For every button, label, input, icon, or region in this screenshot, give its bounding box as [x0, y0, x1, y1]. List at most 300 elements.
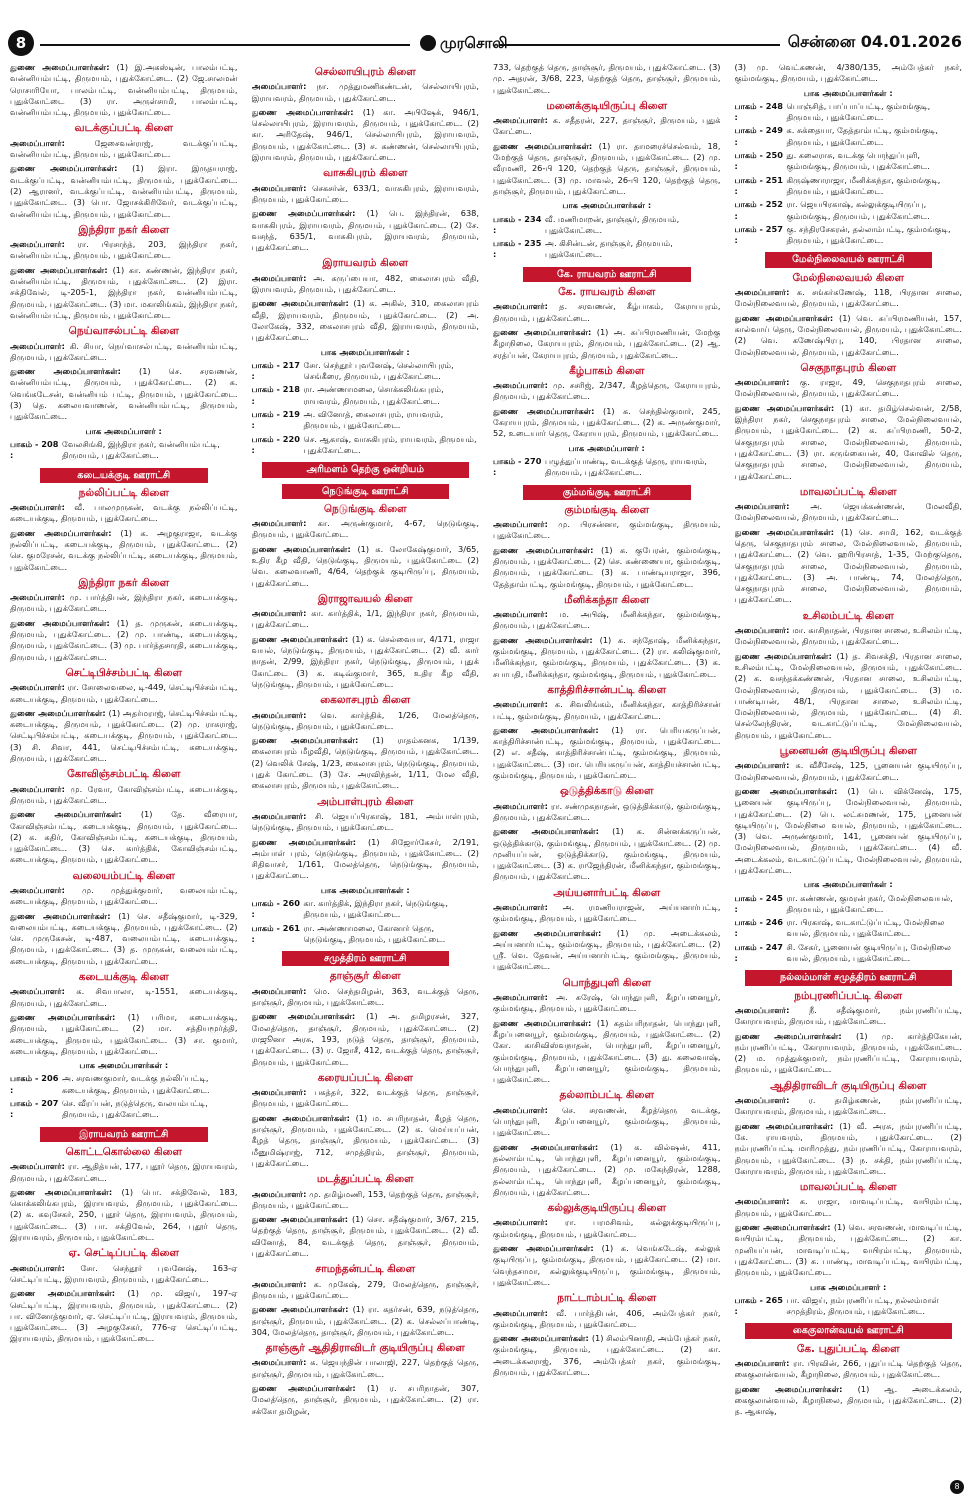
role-label: துணை அமைப்பாளர்கள்:	[493, 326, 597, 337]
member-entry	[493, 1217, 721, 1240]
role-label: துணை அமைப்பாளர்கள்:	[493, 1333, 592, 1344]
role-label: துணை அமைப்பாளர்கள்:	[734, 1030, 856, 1041]
role-label: அமைப்பாளர்:	[734, 1004, 810, 1015]
member-details: கா. கார்த்திக், 1/1, இந்திரா நகர், திருமயம், புதுக்கோட்டை.	[251, 608, 479, 630]
header-rule-left	[40, 44, 410, 46]
member-entry	[252, 544, 480, 589]
role-label: அமைப்பாளர்:	[251, 810, 315, 821]
ward-number: பாகம் - 247 :	[734, 941, 783, 964]
member-details: சோ. செந்தூர் புவனேஷ், 163-ஏ செட்டிப்பட்டி, இராயவரம், திருமயம், புதுக்கோட்டை.	[10, 1262, 238, 1284]
member-entry	[252, 837, 480, 882]
panchayat-banner: இராயவரம் ஊராட்சி	[40, 1127, 208, 1142]
member-entry	[10, 239, 238, 262]
member-details: அ. ஜெயக்கண்ணன், மேலவீதி, மேல்நிலைவயல், திருமயம், புதுக்கோட்டை.	[734, 501, 962, 523]
member-entry	[252, 1214, 480, 1259]
member-details: செகசர்ன், 633/1, வாசுகிபுரம், இராயவரம், திருமயம், புதுக்கோட்டை.	[251, 182, 479, 204]
member-entry	[493, 1018, 721, 1086]
member-entry	[10, 708, 238, 764]
member-details: (1) க. லோகேஷ்குமார், 3/65, உதிர கீழ வீதி, நெடுங்குடி, திருமயம், புதுக்கோட்டை (2) வெ. கலைவாணி, 4/64, தெற்குக் குடியிருப்பு, திருமயம், புதுக்கோட்டை.	[251, 543, 479, 588]
member-details: (1) க. குபேரன், கும்மங்குடி, திருமயம், புதுக்கோட்டை. (2) செ. கண்ணையா, கும்மங்குடி, திருமயம், புதுக்கோட்டை (3) க. பாண்டியராஜா, 396, தேத்தாம்பட்டி, கும்மங்குடி, திருமயம், புதுக்கோட்டை.	[493, 544, 721, 589]
member-details: ரா. பிரவின், 266, புதுப்பட்டி தெற்குத் தெரு, கைகுலான்வயல், கீழாநிலை, திருமயம், புதுக்கோட்டை.	[734, 1357, 962, 1380]
member-details: க. சதீதரன், 227, தாஞ்சூர், திருமயம், புதுக் கோட்டை.	[493, 115, 721, 137]
member-details: த. சரவணன், கீழ்பாகம், கேராயபுரம், திருமயம், புதுக்கோட்டை.	[493, 301, 721, 323]
column-2	[252, 62, 480, 1482]
ward-person: அ. வினோத், கைலாசபுரம், ராயவரம், திருமயம், புதுக்கோட்டை.	[303, 409, 444, 431]
member-details: க. ராஜா, மாவடிப்பட்டி, வயிரம்பட்டி, திருமயம், புதுக்கோட்டை.	[734, 1196, 962, 1218]
member-entry	[493, 928, 721, 973]
member-details: செ. சரவணன், கீழத்தெரு வடக்கு, பொந்துபுளி, கீழப்பனையூர், கும்மங்குடி, திருமயம், புதுக்கோட்டை.	[493, 1104, 721, 1138]
member-entry	[493, 902, 721, 925]
branch-heading: மீனிக்கந்தா கிளை	[564, 593, 650, 606]
role-label: துணை அமைப்பாளர்கள்:	[493, 1017, 597, 1028]
role-label: துணை அமைப்பாளர்கள்:	[10, 1186, 122, 1197]
ward-person: கிருஷ்ணாராஜா, மீனிக்கந்தா, கும்மங்குடி, திருமயம், புதுக்கோட்டை.	[786, 174, 941, 196]
page-number-badge: 8	[8, 30, 34, 56]
member-details: ஜேசைவன்ராஜ், வடக்குப்பட்டி, வன்னியம்பட்டி, திருமயம், புதுக்கோட்டை.	[10, 137, 238, 160]
branch-heading: தல்லாம்பட்டி கிளை	[559, 1089, 654, 1102]
member-entry	[10, 1187, 238, 1243]
branch-heading: வலையம்பட்டி கிளை	[72, 869, 175, 882]
ward-entry	[493, 238, 721, 261]
member-entry	[252, 1011, 480, 1067]
member-details: (1) செ. சாமி, 162, வடக்குத் தெரு, செகுநாதபுரம் சாலை, மேல்நிலைவயல், திருமயம், புதுக்கோட்டை. (2) வெ. ஹரிபிரசாத், 1-35, மேற்குதெரு, செகுநாதபுரம் சாலை, மேல்நிலைவயல், திருமயம், புதுக்கோட்டை. (3) அ. பாண்டி, 74, மேலத்தெரு, செகுநாதபுரம் சாலை, மேல்நிலைவயல், திருமயம், புதுக்கோட்டை.	[734, 526, 962, 605]
member-details: கா. அருண்குமார், 4-67, நெடுங்குடி, திருமயம், புதுக்கோட்டை.	[251, 518, 479, 540]
ward-entry	[493, 214, 721, 237]
member-details: ரா. சோலைவலை, டி-449, செட்டிபிச்சம்பட்டி, கடையக்குடி, திருமயம், புதுக்கோட்டை.	[10, 682, 238, 704]
ward-number: பாகம் - 270 :	[493, 455, 542, 478]
role-label: அமைப்பாளர்:	[10, 885, 83, 895]
panchayat-banner: நெடுங்குடி ஊராட்சி	[282, 484, 450, 499]
role-label: அமைப்பாளர்:	[251, 1278, 314, 1289]
member-entry	[735, 501, 963, 524]
member-entry	[493, 801, 721, 824]
member-entry	[735, 1222, 963, 1278]
role-label: துணை அமைப்பாளர்கள்:	[734, 785, 848, 796]
member-details: (1) க. செந்தில்குமார், 245, கேராயபுரம், திருமயம், புதுக்கோட்டை. (2) க. அருண்குமார், 52, உடையார் தெரு, கேராயபுரம், திருமயம், புதுக்கோட்டை.	[493, 405, 721, 439]
member-entry	[252, 986, 480, 1009]
member-details: பகத்தர், 322, வடக்குத் தெரு, தாஞ்சூர், திருமயம், புதுக்கோட்டை.	[251, 1087, 479, 1109]
ward-number: பாகம் - 250 :	[734, 150, 783, 172]
ward-person: சி. சேகர், பூனையன் குடியிருப்பு, மேல்நிலை வயல், திருமயம், புதுக்கோட்டை.	[786, 941, 952, 964]
member-details: (1) அதர்மராஜ், செட்டிபிச்சம்பட்டி, கடையக்குடி, திருமயம், புதுக்கோட்டை. (2) மு. ராசுராஜ், செட்டிபிச்சம்பட்டி, கடையக்குடி, திருமயம், புதுக்கோட்டை. (3) சி. சிவா, 441, செட்டிபிச்சம்பட்டி, கடையக்குடி, திருமயம், புதுக்கோட்டை.	[10, 707, 238, 764]
role-label: துணை அமைப்பாளர்கள்:	[493, 405, 604, 416]
member-details: க. சிவலிங்கம், மீனிக்கந்தா, காத்திரிச்சான் பட்டி, கும்மங்குடி, திருமயம், புதுக்கோட்டை.	[493, 699, 721, 721]
role-label: துணை அமைப்பாளர்கள்:	[251, 836, 368, 847]
role-label: அமைப்பாளர்:	[10, 783, 71, 794]
member-entry	[252, 518, 480, 541]
member-details: (1) சிலம்பினாதி, அம்பேத்கர் நகர், கும்மங்குடி, திருமயம், புதுக்கோட்டை. (2) கா. அடைக்கலராஜ், 376, அம்பேத்கர் நகர், கும்மங்குடி, திருமயம், புதுக்கோட்டை.	[493, 1333, 721, 1377]
role-label: அமைப்பாளர்:	[734, 1196, 800, 1207]
member-details: மு. முத்துக்குமார், வலையம்பட்டி, கடையக்குடி, திருமயம், புதுக்கோட்டை.	[10, 885, 238, 907]
ward-number: பாகம் - 260 :	[251, 898, 300, 920]
member-details: (1) க. சந்தோஷ், மீனிக்கந்தா, கும்மங்குடி, திருமயம், புதுக்கோட்டை. (2) ரா. கலிஷ்குமார், மீனிக்கந்தா, கும்மங்குடி, திருமயம், புதுக்கோட்டை. (3) க. சபாபதி, மீனிக்கந்தா, கும்மங்குடி, திருமயம், புதுக்கோட்டை.	[493, 634, 721, 679]
section-subheading: பாக அமைப்பாளர் :	[810, 1281, 887, 1292]
ward-number: பாகம் - 246 :	[734, 917, 783, 939]
member-entry	[735, 287, 963, 310]
member-details: (1) க. வெங்கடேஷ், கல்லுக் குடியிருப்பு, கும்மங்குடி, திருமயம், புதுக்கோட்டை. (2) மா. வெந்தசாமா, கல்லுக்குடியிருப்பு, கும்மங்குடி, திருமயம், புதுக்கோட்டை.	[493, 1243, 721, 1287]
ward-entry	[493, 456, 721, 479]
role-label: துணை அமைப்பாளர்கள்:	[251, 1304, 353, 1315]
member-details: (1) த. சிவசக்தி, பிரதான சாலை, உசிலம்பட்டி, மேல்நிலைவயல், திருமயம், புதுக்கோட்டை. (2) க. வசந்தக்கண்ணன், பிரதான சாலை, உசிலம்பட்டி, மேல்நிலைவயல், திருமயம், புதுக்கோட்டை. (3) ம. பாண்டியன், 48/1, பிரதான சாலை, உசிலம்பட்டி, மேல்நிலைவயல், திருமயம், புதுக்கோட்டை. (4) சி. செல்லேந்திரன், வடகாட்டுப்பட்டி, மேல்நிலைவயல், திருமயம், புதுக்கோட்டை.	[734, 650, 962, 740]
member-entry	[493, 327, 721, 361]
member-entry	[493, 699, 721, 722]
role-label: அமைப்பாளர்:	[10, 137, 95, 148]
member-details: மா. காசிநாதன், பிரதான சாலை, உசிலம்பட்டி, மேல்நிலைவயல், திருமயம், புதுக்கோட்டை.	[734, 625, 962, 647]
branch-heading: பொந்துபுளி கிளை	[562, 976, 651, 989]
role-label: அமைப்பாளர்:	[493, 1104, 562, 1115]
role-label: அமைப்பாளர்:	[251, 1188, 310, 1199]
role-label: துணை அமைப்பாளர்கள்:	[251, 633, 352, 644]
member-entry	[493, 1243, 721, 1288]
branch-heading: நம்புரணிப்பட்டி கிளை	[794, 989, 903, 1002]
ward-person: து. கலைராசு, வடக்கு பொந்துப்புளி, கும்மங்குடி, திருமயம், புதுக்கோட்டை.	[786, 150, 930, 172]
member-details: (1) தே. வீரையா, கோவிஞ்சம்பட்டி, கடையக்குடி, திருமயம், புதுக்கோட்டை. (2) க. கதிர், கோவிஞ்சம்பட்டி, கடையக்குடி, திருமயம், புதுக்கோட்டை. (3) செ. கார்த்திக், கோவிஞ்சம்பட்டி, கடையக்குடி, திருமயம், புதுக்கோட்டை.	[10, 809, 238, 865]
member-details: மு. பார்த்திபன், இந்திரா நகர், கடையக்குடி, திருமயம், புதுக்கோட்டை.	[10, 592, 238, 614]
member-entry	[10, 784, 238, 807]
member-details: (1) வீ. அரசு, நம்புரணிப்பட்டி, கே. ராயவரம், திருமயம், புதுக்கோட்டை. (2) நம்புரணிப்பட்டி மாரிமுத்து, நம்புரணிப்பட்டி, கோராயவரம், திருமயம், புதுக்கோட்டை. (3) ந. சக்தி, நம்புரணிப்பட்டி, கோராயவரம், திருமயம், புதுக்கோட்டை.	[734, 1120, 962, 1176]
branch-heading: தாஞ்சூர் கிளை	[329, 970, 401, 983]
branch-heading: ஆதிதிராவிடர் குடியிருப்பு கிளை	[770, 1079, 927, 1092]
member-details: 733, தெற்குத் தெரு, தாஞ்சூர், திருமயம், புதுக்கோட்டை. (3) மு. அதரன், 3/68, 223, தெற்குத் தெரு, தாஞ்சூர், திருமயம், புதுக்கோட்டை.	[493, 62, 721, 95]
member-entry	[252, 183, 480, 206]
role-label: துணை அமைப்பாளர்கள்:	[251, 1214, 352, 1225]
role-label: துணை அமைப்பாளர்கள்:	[493, 826, 613, 837]
branch-heading: கே. ராயவரம் கிளை	[558, 286, 656, 299]
ward-entry	[735, 175, 963, 198]
footer-page-number: 8	[950, 1480, 964, 1494]
ward-number: பாகம் - 208 :	[10, 438, 59, 461]
member-entry	[252, 1357, 480, 1380]
role-label: துணை அமைப்பாளர்கள்:	[734, 1120, 840, 1131]
role-label: அமைப்பாளர்:	[493, 609, 560, 620]
member-details: ர. தமிழ்கணன், நம்புரணிப்பட்டி, கோராயவரம், திருமயம், புதுக்கோட்டை.	[734, 1095, 962, 1117]
ward-entry	[735, 150, 963, 173]
dateline: சென்னை 04.01.2026	[787, 32, 962, 51]
member-entry	[493, 1333, 721, 1378]
member-entry	[493, 609, 721, 632]
branch-heading: நெடுங்குடி கிளை	[323, 502, 407, 515]
role-label: துணை அமைப்பாளர்கள்:	[734, 526, 841, 537]
ward-entry	[735, 199, 963, 222]
ward-entry	[252, 360, 480, 383]
member-entry	[735, 1384, 963, 1418]
branch-heading: நாட்டாம்பட்டி கிளை	[557, 1292, 657, 1305]
branch-heading: வாசுகிபுரம் கிளை	[323, 167, 408, 180]
member-entry	[493, 406, 721, 440]
role-label: அமைப்பாளர்:	[10, 592, 70, 603]
role-label: அமைப்பாளர்:	[10, 340, 70, 351]
role-label: அமைப்பாளர்:	[251, 608, 312, 619]
column-4	[735, 62, 963, 1482]
ward-person: அ. சரவணகுமார், வடக்கு நல்லிப்பட்டி, கடையக்குடி, திருமயம், புதுக்கோட்டை.	[62, 1073, 210, 1095]
member-details: வெ. கார்த்திக், 1/26, மேலத்தெரு, நெடுங்குடி, திருமயம், புதுக்கோட்டை.	[251, 709, 479, 731]
branch-heading: கீழ்பாகம் கிளை	[569, 364, 645, 377]
role-label: துணை அமைப்பாளர்கள்:	[251, 208, 367, 219]
member-entry	[735, 651, 963, 741]
role-label: துணை அமைப்பாளர்கள்:	[10, 1288, 128, 1299]
member-entry	[735, 62, 963, 85]
member-details: (1) க. வில்ஷன், 411, தல்லாம்பட்டி, பொந்துபுளி, கீழப்பனையூர், கும்மங்குடி, திருமயம், புதுக்கோட்டை. (2) மு. மகேந்திரன், 1288, தல்லாம்பட்டி, பொந்துபுளி, கீழப்பனையூர், கும்மங்குடி, திருமயம், புதுக்கோட்டை.	[493, 1141, 721, 1197]
branch-heading: இராயவரம் கிளை	[322, 257, 409, 270]
member-entry	[252, 735, 480, 791]
member-entry	[735, 1358, 963, 1381]
role-label: அமைப்பாளர்:	[251, 182, 313, 193]
branch-heading: இந்திரா நகர் கிளை	[78, 223, 170, 236]
branch-heading: மனைக்குடியிருப்பு கிளை	[546, 99, 668, 112]
role-label: அமைப்பாளர்:	[493, 699, 555, 710]
role-label: துணை அமைப்பாளர்கள்:	[493, 544, 602, 555]
member-entry	[735, 403, 963, 482]
role-label: துணை அமைப்பாளர்கள்:	[251, 543, 358, 554]
member-entry	[493, 115, 721, 138]
branch-heading: கோவிஞ்சம்பட்டி கிளை	[67, 768, 181, 781]
member-entry	[252, 1113, 480, 1169]
ward-entry	[735, 893, 963, 916]
role-label: அமைப்பாளர்:	[10, 1262, 81, 1273]
member-details: ம. அபிஷ், மீனிக்கந்தா, கும்மங்குடி, திருமயம், புதுக்கோட்டை.	[493, 609, 721, 631]
ward-number: பாகம் - 249 :	[734, 125, 783, 147]
panchayat-banner: கும்மங்குடி ஊராட்சி	[523, 485, 691, 500]
role-label: துணை அமைப்பாளர்கள்:	[493, 140, 599, 151]
ward-number: பாகம் - 251 :	[734, 174, 783, 196]
role-label: அமைப்பாளர்:	[493, 1307, 557, 1318]
member-details: ரா. சண்முகநாதன், ஒடுத்திக்காடு, கும்மங்குடி, திருமயம், புதுக்கோட்டை.	[493, 800, 721, 822]
panchayat-banner: சமுத்திரம் ஊராட்சி	[282, 951, 450, 966]
member-details: க. சங்கர்கணேஷ், 118, பிரதான சாலை, மேல்நிலைவயல், திருமயம், புதுக்கோட்டை.	[734, 287, 962, 309]
branch-heading: நெய்வாசல்பட்டி கிளை	[68, 325, 179, 338]
member-entry	[493, 725, 721, 781]
ward-number: பாகம் - 234 :	[493, 213, 542, 235]
ward-person: ரா. ஜெயபிரகாஷ், கல்லுக்குடியிருப்பு, கும்மங்குடி, திருமயம், புதுக்கோட்டை.	[786, 199, 930, 221]
member-details: (1) ஆ. அடைக்கலம், கைகுலான்வயல், கீழாநிலை, திருமயம், புதுக்கோட்டை. (2) த. ஆகாஷ்,	[734, 1383, 962, 1417]
branch-heading: மேல்நிலைவயல் கிளை	[792, 271, 904, 284]
member-details: மெ. செந்தமிழன், 363, வடக்குத் தெரு, தாஞ்சூர், திருமயம், புதுக்கோட்டை.	[251, 985, 479, 1008]
member-entry	[493, 1308, 721, 1331]
member-details: (1) ரா. பெரியகருப்பன், காத்திரிச்சான்பட்டி, கும்மங்குடி, திருமயம், புதுக்கோட்டை. (2) எ. சதீஷ், காத்திரிச்சான்பட்டி, கும்மங்குடி, திருமயம், புதுக்கோட்டை. (3) மா. பெரியகருப்பன், காத்தியச்சான்பட்டி, கும்மங்குடி, திருமயம், புதுக்கோட்டை.	[493, 724, 721, 781]
member-details: (1) க. அழகுராஜா, வடக்கு நல்லிப்பட்டி, கடையக்குடி, திருமயம், புதுக்கோட்டை. (2) செ. குமரேசன், வடக்கு நல்லிப்பட்டி, கடையக்குடி, திருமயம், புதுக்கோட்டை.	[10, 527, 238, 572]
role-label: அமைப்பாளர்:	[10, 682, 68, 693]
member-entry	[252, 107, 480, 163]
member-entry	[10, 1161, 238, 1184]
member-details: (1) சிஜோர்கேசர், 2/191, அம்பாள் புரம், நெடுங்குடி, திருமயம், புதுக்கோட்டை. (2) சிதிவாசர், 1/161, மேலத்தெரு, நெடுங்குடி, திருமயம், புதுக்கோட்டை.	[251, 836, 479, 881]
branch-heading: தாஞ்சூர் ஆதிதிராவிடர் குடியிருப்பு கிளை	[265, 1342, 465, 1355]
brand-logo-icon	[420, 35, 436, 51]
section-subheading: பாக அமைப்பாளர்கள் :	[562, 200, 652, 211]
role-label: துணை அமைப்பாளர்கள்:	[734, 650, 837, 661]
role-label: துணை அமைப்பாளர்கள்:	[10, 264, 113, 275]
role-label: அமைப்பாளர்:	[493, 115, 553, 126]
branch-heading: செகுநாதபுரம் கிளை	[800, 361, 897, 374]
member-entry	[493, 826, 721, 882]
ward-entry	[252, 384, 480, 407]
member-details: வீ. பார்த்திபன், 406, அம்பேத்கர் நகர், கும்மங்குடி, திருமயம், புதுக்கோட்டை.	[493, 1307, 721, 1329]
member-entry	[252, 208, 480, 253]
member-entry	[10, 341, 238, 364]
branch-heading: அய்யனார்பட்டி கிளை	[553, 886, 661, 899]
ward-number: பாகம் - 207 :	[10, 1098, 59, 1120]
ward-entry	[735, 942, 963, 965]
member-details: (1) ரா. தாமரைச்செல்வம், 18, மேற்குத் தெரு, தாஞ்சூர், திருமயம், புதுக்கோட்டை. (2) மு. வீரமணி, 26-பி 120, தெற்குத் தெரு, தாஞ்சூர், திருமயம், புதுக்கோட்டை. (3) மு. மாவல், 26-பி 120, தெற்குத் தெரு, தாஞ்சூர், திருமயம், புதுக்கோட்டை.	[493, 140, 721, 196]
member-entry	[252, 710, 480, 733]
role-label: அமைப்பாளர்:	[734, 760, 796, 771]
ward-person: பா. விஜய், நம்புரணிப்பட்டி, நல்லம்மாள் சமுத்திரம், திருமயம், புதுக்கோட்டை.	[786, 1294, 939, 1317]
role-label: அமைப்பாளர்:	[734, 625, 793, 636]
panchayat-banner: அரிமளம் தெற்கு ஒன்றியம்	[262, 462, 470, 477]
member-entry	[252, 1189, 480, 1212]
member-entry	[252, 811, 480, 834]
role-label: அமைப்பாளர்:	[493, 1217, 565, 1228]
role-label: அமைப்பாளர்:	[493, 992, 557, 1003]
member-entry	[10, 528, 238, 573]
member-details: (1) சொ. சதீஷ்குமார், 3/67, 215, தெற்குத் தெரு, தாஞ்சூர், திருமயம், புதுக்கோட்டை. (2) வீ. வினோத், 84, வடக்குத் தெரு, தாஞ்சூர், திருமயம், புதுக்கோட்டை.	[251, 1214, 479, 1259]
role-label: துணை அமைப்பாளர்கள்:	[493, 927, 617, 938]
ward-person: செ. வீரப்பன், நடுத்தெரு, வலயம்பட்டி, திருமயம், புதுக்கோட்டை.	[62, 1098, 208, 1120]
ward-number: பாகம் - 206 :	[10, 1073, 59, 1095]
role-label: துணை அமைப்பாளர்கள்:	[10, 910, 119, 921]
member-entry	[252, 608, 480, 631]
member-details: (1) க. அகில், 310, கைலாசபுரம் வீதி, இராயவரம், திருமயம், புதுக்கோட்டை. (2) அ. லோகேஷ், 332, கைலாசபுரம் வீதி, இராயவரம், திருமயம், புதுக்கோட்டை.	[251, 298, 479, 343]
role-label: துணை அமைப்பாளர்கள்:	[10, 809, 141, 820]
ward-number: பாகம் - 235 :	[493, 238, 542, 260]
role-label: துணை அமைப்பாளர்கள்:	[10, 1011, 128, 1022]
member-entry	[252, 1279, 480, 1302]
role-label: துணை அமைப்பாளர்கள்:	[493, 1141, 611, 1152]
role-label: அமைப்பாளர்:	[251, 272, 314, 283]
member-details: க. வீசீசேஷ், 125, பூனையன் குடியிருப்பு, மேல்நிலைவயல், திருமயம், புதுக்கோட்டை.	[734, 760, 962, 782]
ward-entry	[10, 1073, 238, 1096]
role-label: துணை அமைப்பாளர்கள்:	[251, 1011, 367, 1022]
ward-number: பாகம் - 245 :	[734, 892, 783, 914]
member-details: கு. ராஜா, 49, செகுநாதபுரம் சாலை, மேல்நிலைவயல், திருமயம், புதுக்கோட்டை.	[734, 377, 962, 399]
member-details: க. ஜெயந்தின் பாலாஜி, 227, தெற்குத் தெரு, தாஞ்சூர், திருமயம், புதுக்கோட்டை.	[251, 1357, 479, 1379]
member-details: (1) வெ. சுப்பிரமணியன், 157, கால்வாய் தெரு, மேல்நிலைவயல், திருமயம், புதுக்கோட்டை. (2) வெ. கணேஷ்பிரபு, 140, பிரதான சாலை, மேல்நிலைவயல், திருமயம், புதுக்கோட்டை.	[734, 312, 962, 357]
member-details: (1) அ. சுப்பிரமணியன், மேற்கு கீழாநிலை, கேராயபுரம், திருமயம், புதுக்கோட்டை. (2) ஆ. சரத்ப்பன், கேராயபுரம், திருமயம், புதுக்கோட்டை.	[493, 326, 721, 360]
header-rule-right	[500, 44, 780, 46]
member-details: (1) பெ. இந்திரன், 638, வாசுகிபுரம், இராயவரம், திருமயம், புதுக்கோட்டை. (2) சே. வசந்த், 635/1, வாசுகிபுரம், இராயவரம், திருமயம், புதுக்கோட்டை.	[251, 208, 479, 253]
ward-person: சோ. செந்தூர் புவனேஷ், செல்லாயிபுரம், செங்கீரை, திருமயம், புதுக்கோட்டை.	[303, 359, 454, 382]
role-label: துணை அமைப்பாளர்கள்:	[734, 1222, 834, 1233]
member-details: நீ. சதீஷ்குமார், நம்புரணிப்பட்டி, கோராயவரம், திருமயம், புதுக்கோட்டை.	[734, 1004, 962, 1027]
member-entry	[493, 1142, 721, 1198]
section-subheading: பாக அமைப்பாளர்கள் :	[320, 346, 410, 357]
role-label: துணை அமைப்பாளர்கள்:	[10, 707, 109, 718]
branch-heading: ஒடுத்திக்காடு கிளை	[559, 785, 654, 798]
member-entry	[735, 1095, 963, 1118]
section-subheading: பாக அமைப்பாளர்கள் :	[320, 884, 410, 895]
member-details: (1) வெ. சரவணன், மாவடிப்பட்டி, வயிரம்பட்டி, திருமயம், புதுக்கோட்டை. (2) கா. முனியப்பன், மாவடிப்பட்டி, வயிரம்பட்டி, திருமயம், புதுக்கோட்டை. (3) க. பாண்டி, மாவடிப்பட்டி, வயிரம்பட்டி, திருமயம், புதுக்கோட்டை.	[734, 1222, 962, 1278]
ward-person: அ. கிசின்டன், தாஞ்சூர், திருமயம், புதுக்கோட்டை.	[545, 238, 673, 260]
member-entry	[10, 366, 238, 422]
member-entry	[10, 618, 238, 663]
role-label: அமைப்பாளர்:	[734, 1357, 794, 1368]
member-details: (1) கா. அபிஷேக், 946/1, செல்லாயிபுரம், இராயவரம், திருமயம், புதுக்கோட்டை. (2) கா. அரிதேஷ், 946/1, செல்லாயிபுரம், இராயவரம், திருமயம், புதுக்கோட்டை. (3) ச. கண்ணன், செல்லாயிபுரம், இராயவரம், திருமயம், புதுக்கோட்டை.	[251, 106, 479, 163]
member-details: ரா. பிரசாந்த், 203, இந்திரா நகர், வன்னியம்பட்டி, திருமயம், புதுக்கோட்டை.	[10, 239, 238, 261]
role-label: துணை அமைப்பாளர்கள்:	[251, 298, 354, 309]
branch-heading: கும்மங்குடி கிளை	[564, 503, 650, 516]
member-entry	[735, 625, 963, 648]
member-entry	[493, 635, 721, 680]
member-details: அ. சுரேஷ், பொந்துபுளி, கீழப்பனையூர், கும்மங்குடி, திருமயம், புதுக்கோட்டை.	[493, 992, 721, 1014]
branch-heading: இராஜாவயல் கிளை	[317, 592, 413, 605]
ward-entry	[735, 224, 963, 247]
ward-number: பாகம் - 252 :	[734, 199, 783, 221]
role-label: அமைப்பாளர்:	[10, 239, 78, 250]
role-label: துணை அமைப்பாளர்கள்:	[493, 1243, 602, 1254]
masthead	[0, 0, 972, 62]
role-label: அமைப்பாளர்:	[251, 81, 317, 92]
member-entry	[10, 502, 238, 525]
member-details: மு. சசரிஜ், 2/347, கீழத்தெரு, கேராயபுரம், திருமயம், புதுக்கோட்டை.	[493, 380, 721, 402]
role-label: அமைப்பாளர்:	[493, 902, 563, 912]
member-details: (1) ரா. கதர்சன், 639, நடுத்தெரு, தாஞ்சூர், திருமயம், புதுக்கோட்டை. (2) க. செல்லப்பாண்டி, 304, மேலத்தெரு, தாஞ்சூர், திருமயம், புதுக்கோட்டை.	[251, 1304, 479, 1337]
member-details: சி. ஜெயப்பிரகாஷ், 181, அம்பாள்புரம், நெடுங்குடி, திருமயம், புதுக்கோட்டை.	[251, 810, 479, 833]
panchayat-banner: கடையக்குடி ஊராட்சி	[40, 468, 208, 483]
ward-number: பாகம் - 219 :	[251, 409, 300, 431]
ward-number: பாகம் - 257 :	[734, 223, 783, 246]
member-details: ரா. ஆதித்யன், 177, புதூர் தெரு, இராயவரம், திருமயம், புதுக்கோட்டை.	[10, 1161, 238, 1183]
section-subheading: பாக அமைப்பாளர்கள் :	[79, 1060, 169, 1071]
role-label: துணை அமைப்பாளர்கள்:	[251, 735, 373, 746]
member-details: மு. தமிழ்மணி, 153, தெற்குத் தெரு, தாஞ்சூர், திருமயம், புதுக்கோட்டை.	[251, 1188, 479, 1210]
member-details: க. சிவபாலா, டி-1551, கடையக்குடி, திருமயம், புதுக்கோட்டை.	[10, 986, 238, 1008]
member-details: (3) மு. வெட்கணன், 4/380/135, அம்பேத்கர் நகர், கும்மங்குடி, திருமயம், புதுக்கோட்டை.	[734, 62, 962, 84]
ward-person: செ. ஆகாஷ், வாசுகிபுரம், ராயவரம், திருமயம், புதுக்கோட்டை.	[303, 433, 477, 455]
branch-heading: உசிலம்பட்டி கிளை	[802, 609, 894, 622]
ward-entry	[10, 439, 238, 462]
branch-heading: கொட்டகொல்லை கிளை	[65, 1145, 182, 1158]
ward-number: பாகம் - 265 :	[734, 1294, 783, 1317]
brand-title: முரசொலி	[440, 34, 508, 52]
ward-person: ரா. அண்ணாமலை, கோனார் தெரு, நெடுங்குடி, திருமயம், புதுக்கோட்டை.	[303, 922, 446, 944]
member-entry	[10, 682, 238, 705]
member-entry	[252, 81, 480, 104]
member-entry	[10, 1288, 238, 1344]
column-1	[10, 62, 238, 1482]
member-details: ரா. பரமசிவம், கல்லுக்குடியிருப்பு, கும்மங்குடி, திருமயம், புதுக்கோட்டை.	[493, 1217, 721, 1239]
role-label: துணை அமைப்பாளர்கள்:	[10, 62, 117, 72]
member-details: க. முகேஷ், 279, மேலத்தெரு, தாஞ்சூர், திருமயம், புதுக்கோட்டை.	[251, 1278, 479, 1300]
role-label: அமைப்பாளர்:	[734, 1095, 809, 1106]
role-label: துணை அமைப்பாளர்கள்:	[10, 527, 121, 538]
member-entry	[493, 1105, 721, 1139]
ward-person: க. சுக்தையா, தேத்தாம்பட்டி, கும்மங்குடி, திருமயம், புதுக்கோட்டை.	[786, 125, 939, 147]
member-entry	[10, 265, 238, 321]
member-details: (1) இரா. இருதயராஜ், வடக்குப்பட்டி, வன்னியம்பட்டி, திருமயம், புதுக்கோட்டை. (2) ஆரானர், வடக்குப்பட்டி, வன்னியம்பட்டி, திருமயம், புதுக்கோட்டை. (3) பொ. ஜோசக்கிரிவேர், வடக்குப்பட்டி, வன்னியம்பட்டி, திருமயம், புதுக்கோட்டை.	[10, 163, 238, 219]
member-entry	[735, 1121, 963, 1177]
member-entry	[10, 1012, 238, 1057]
article-columns	[10, 62, 962, 1482]
branch-heading: மாவலப்பட்டி கிளை	[799, 485, 897, 498]
member-entry	[10, 986, 238, 1009]
panchayat-banner: கைகுலான்வயல் ஊராட்சி	[745, 1323, 953, 1338]
role-label: அமைப்பாளர்:	[251, 985, 315, 996]
branch-heading: மடத்துப்பட்டி கிளை	[316, 1173, 414, 1186]
role-label: அமைப்பாளர்:	[734, 287, 797, 298]
ward-number: பாகம் - 248 :	[734, 100, 783, 123]
member-entry	[10, 62, 238, 118]
member-entry	[10, 163, 238, 219]
role-label: அமைப்பாளர்:	[734, 501, 811, 512]
member-details: (1) க. செல்வையா, 4/171, ராஜா வயல், நெடுங்குடி, திருமயம், புதுக்கோட்டை. (2) வீ. கார் நாதன், 2/99, இந்திரா நகர், நெடுங்குடி, திருமயம், புதுக் கோட்டை (3) க. கடிவ்குமார், 365, உதிர கீழ வீதி, நெடுங்குடி, திருமயம், புதுக்கோட்டை.	[251, 633, 479, 689]
role-label: அமைப்பாளர்:	[734, 377, 800, 388]
ward-person: கு. சந்திரசேகரன், தல்லாம்பட்டி, கும்மங்குடி, திருமயம், புதுக்கோட்டை.	[786, 223, 951, 246]
ward-person: வேலசிங்கி, இந்திரா நகர், வன்னியம்பட்டி, திருமயம், புதுக்கோட்டை.	[62, 438, 220, 461]
member-entry	[735, 527, 963, 606]
role-label: அமைப்பாளர்:	[493, 800, 552, 811]
section-subheading: பாக அமைப்பாளர் :	[568, 442, 645, 453]
ward-person: வீ. மணிமாறன், தாஞ்சூர், திருமயம், புதுக்கோட்டை.	[545, 213, 680, 235]
ward-number: பாகம் - 261 :	[251, 922, 300, 944]
